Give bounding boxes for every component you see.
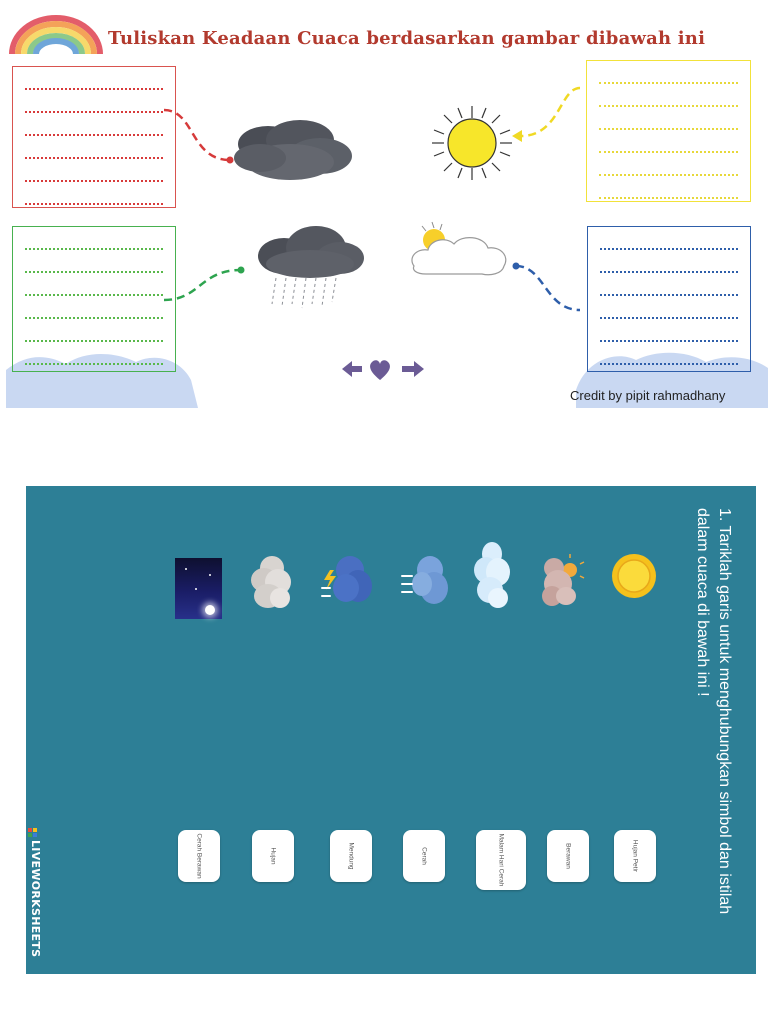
logo-text: LIVEWORKSHEETS xyxy=(29,840,42,958)
term-card-hujan-petir[interactable] xyxy=(614,830,656,882)
cloudy-icon[interactable] xyxy=(248,552,294,612)
term-label: Mendung xyxy=(347,842,355,870)
term-card-berawan[interactable] xyxy=(547,830,589,882)
navigation-controls xyxy=(340,356,426,384)
page-title: Tuliskan Keadaan Cuaca berdasarkan gambar dibawah ini xyxy=(108,28,706,49)
instruction-text: 1. Tariklah garis untuk menghubungkan simbol dan istilah dalam cuaca di bawah ini ! xyxy=(694,508,733,915)
credit-text: Credit by pipit rahmadhany xyxy=(570,388,726,403)
liveworksheets-logo xyxy=(28,828,42,972)
term-label: Hujan Petir xyxy=(631,839,639,873)
term-label: Hujan xyxy=(269,847,277,865)
term-label: Cerah Berawan xyxy=(195,833,203,879)
heart-icon[interactable] xyxy=(370,360,390,380)
weather-worksheet xyxy=(0,0,768,410)
term-card-mendung[interactable] xyxy=(330,830,372,882)
snow-cloud-icon[interactable] xyxy=(472,540,514,612)
arrow-left-icon[interactable] xyxy=(342,361,362,377)
term-label: Malam Hari Cerah xyxy=(497,833,505,887)
term-card-hujan[interactable] xyxy=(252,830,294,882)
connector-lines xyxy=(0,0,768,410)
dark-cloud-image xyxy=(230,118,356,182)
term-card-cerah[interactable] xyxy=(403,830,445,882)
rain-cloud-icon[interactable] xyxy=(398,552,450,610)
partly-cloudy-image xyxy=(406,220,512,280)
night-moon-icon[interactable] xyxy=(175,558,222,619)
thunderstorm-icon[interactable] xyxy=(316,552,374,610)
term-label: Cerah xyxy=(420,847,428,865)
instruction-text-container xyxy=(694,508,735,948)
sun-icon[interactable] xyxy=(610,552,658,600)
sun-image xyxy=(430,104,514,182)
term-label: Berawan xyxy=(564,843,572,869)
term-card-cerah-berawan[interactable] xyxy=(178,830,220,882)
rain-cloud-image xyxy=(254,224,366,310)
term-card-malam-hari-cerah[interactable] xyxy=(476,830,526,890)
arrow-right-icon[interactable] xyxy=(402,361,424,377)
partly-cloudy-icon[interactable] xyxy=(540,550,586,608)
